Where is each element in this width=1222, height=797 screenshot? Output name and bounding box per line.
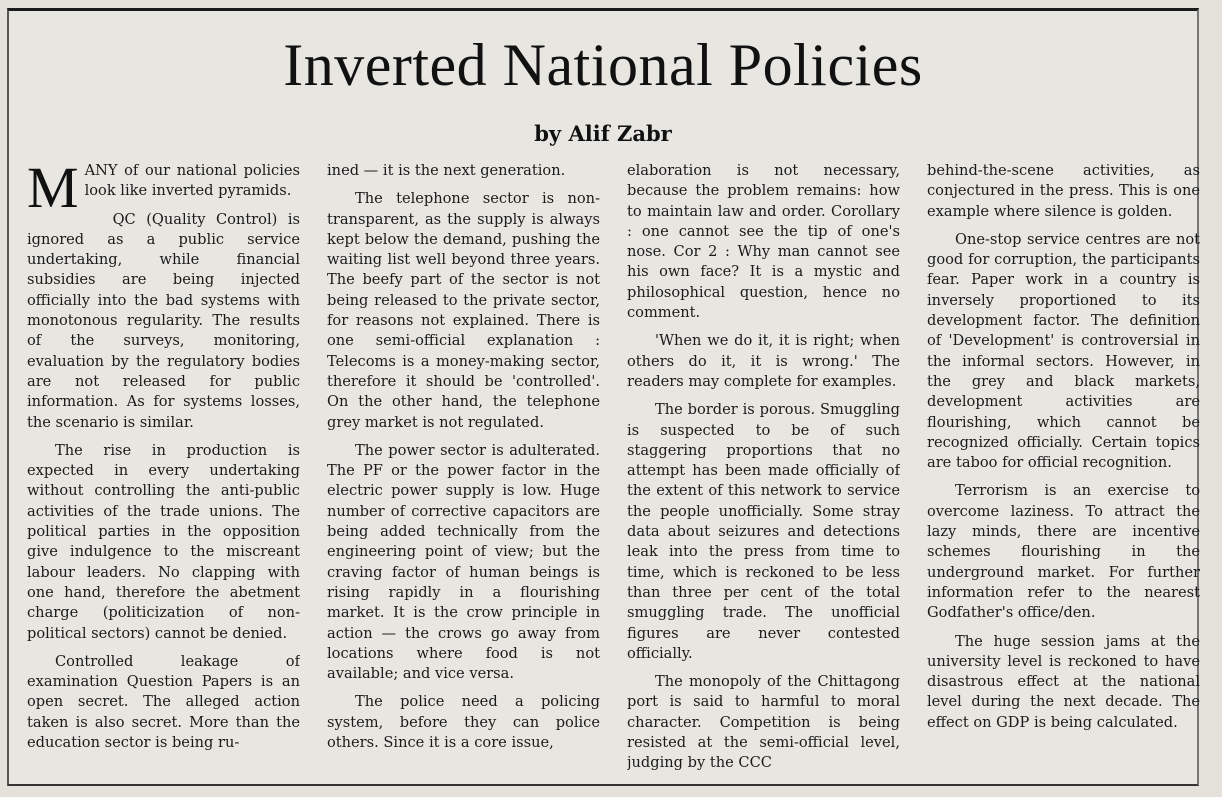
lead-paragraph (27, 161, 300, 220)
article-body (27, 161, 1199, 786)
paragraph: The police need a policing system, before they can police others. Since it is a core issue, (327, 693, 600, 752)
paragraph-continued: ined — it is the next generation. (327, 162, 566, 179)
paragraph: One-stop service centres are not good for corruption, the participants fear. Paper work in a country is inversely proportioned to its development factor. The definition of 'Development' is controversial in the informal sectors. However, in the grey and black markets, development activities are flourishing, which cannot be recognized officially. Certain topics are taboo for official recognition. (927, 230, 1200, 472)
paragraph-continued: elaboration is not necessary, because the problem remains: how to maintain law and order. Corollary : one cannot see the tip of one's nose. Cor 2 : Why man cannot see his own face? It is a mystic and philosophical question, hence no comment. (627, 162, 900, 322)
column-3 (627, 161, 900, 786)
column-1 (27, 161, 300, 786)
column-2 (327, 161, 600, 786)
paragraph: The monopoly of the Chittagong port is said to harmful to moral character. Competition is being resisted at the semi-official level, judging by the CCC (627, 673, 900, 772)
column-4 (927, 161, 1200, 786)
paragraph: Terrorism is an exercise to overcome laziness. To attract the lazy minds, there are incentive schemes flourishing in the underground market. For further information refer to the nearest Godfather's office/den. (927, 482, 1200, 622)
paragraph: Controlled leakage of examination Question Papers is an open secret. The alleged action taken is also secret. More than the education sector is being ru- (27, 652, 300, 752)
newspaper-clipping (7, 8, 1199, 786)
paragraph: The power sector is adulterated. The PF or the power factor in the electric power supply is low. Huge number of corrective capacitors are being added technically from the engineering point of view; but the craving factor of human beings is rising rapidly in a flourishing market. It is the crow principle in action — the crows go away from locations where food is not available; and vice versa. (327, 441, 600, 683)
paragraph-text: ANY of our national policies look like inverted pyramids. (84, 162, 300, 200)
article-headline: Inverted National Policies (283, 32, 923, 98)
paragraph: 'When we do it, it is right; when others do it, it is wrong.' The readers may complete for examples. (627, 332, 900, 390)
paragraph: The telephone sector is non-transparent, as the supply is always kept below the demand, pushing the waiting list well beyond three years. The beefy part of the sector is not being released to the private sector, for reasons not explained. There is one semi-official explanation : Telecoms is a money-making sector, therefore it should be 'controlled'. On the other hand, the telephone grey market is not regulated. (327, 190, 600, 431)
paragraph: The rise in production is expected in every undertaking without controlling the anti-public activities of the trade unions. The political parties in the opposition give indulgence to the miscreant labour leaders. No clapping with one hand, therefore the abetment charge (politicization of non-political sectors) cannot be denied. (27, 441, 300, 642)
paragraph-continued: behind-the-scene activities, as conjectured in the press. This is one example where silence is golden. (927, 162, 1200, 220)
paragraph: QC (Quality Control) is ignored as a public service undertaking, while financial subsidies are being injected officially into the bad systems with monotonous regularity. The results of the surveys, monitoring, evaluation by the regulatory bodies are not released for public information. As for systems losses, the scenario is similar. (27, 210, 300, 431)
paragraph: The huge session jams at the university level is reckoned to have disastrous effect at the national level during the next decade. The effect on GDP is being calculated. (927, 632, 1200, 731)
paragraph: The border is porous. Smuggling is suspected to be of such staggering proportions that no attempt has been made officially of the extent of this network to service the people unofficially. Some stray data about seizures and detections leak into the press from time to time, which is reckoned to be less than three per cent of the total smuggling trade. The unofficial figures are never contested officially. (627, 401, 900, 662)
drop-cap: M (27, 161, 79, 220)
article-byline: by Alif Zabr (534, 121, 672, 146)
